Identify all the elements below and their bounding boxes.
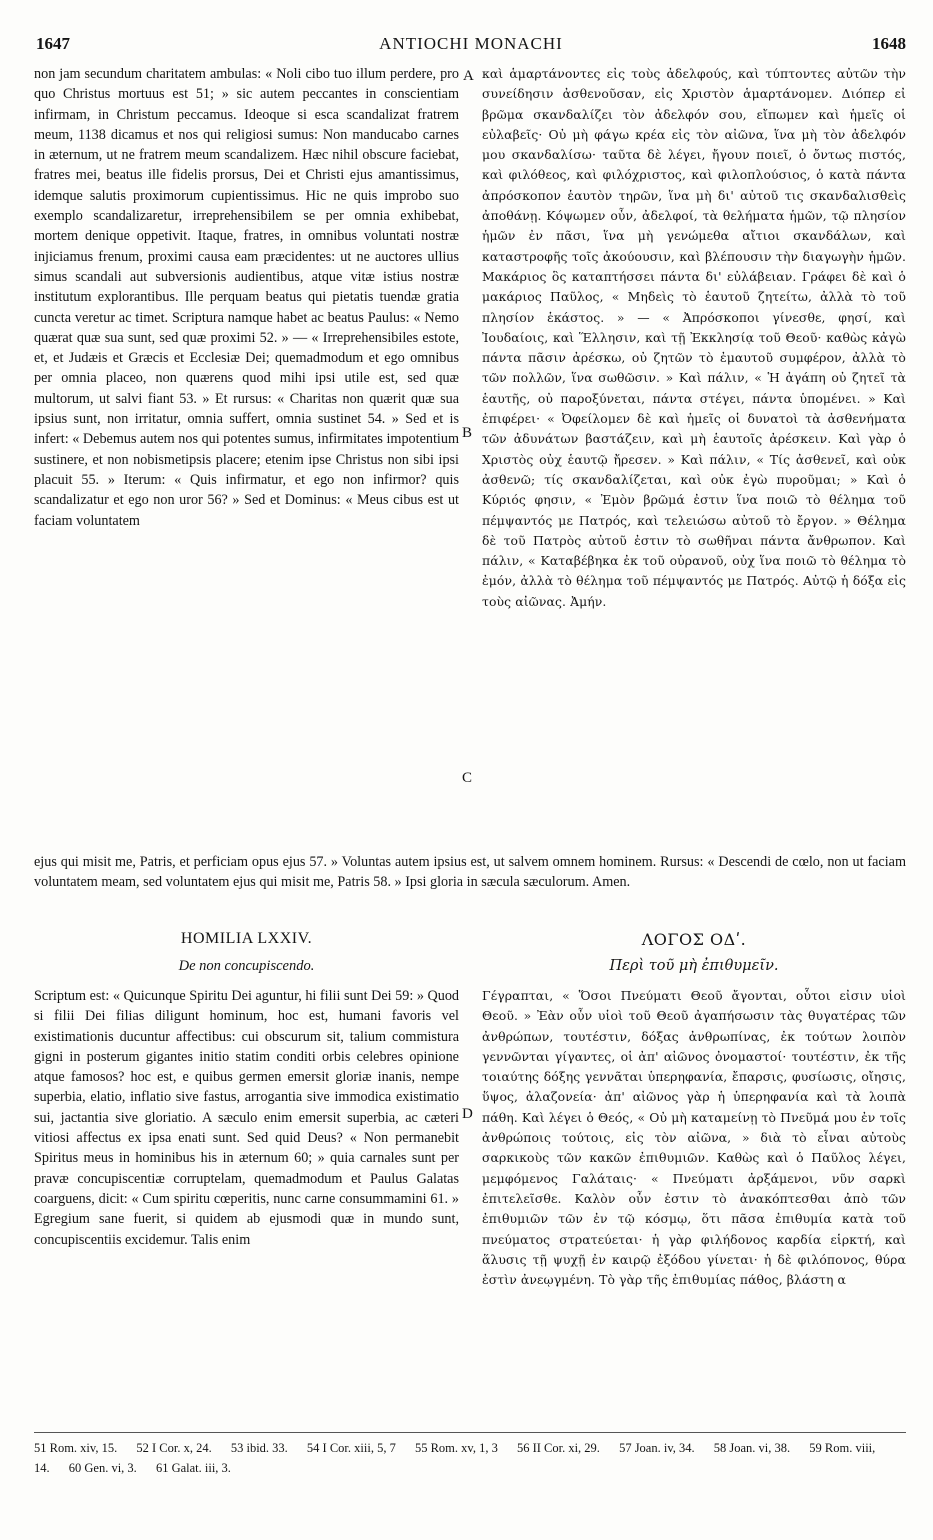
greek-paragraph-top: καὶ ἁμαρτάνοντες εἰς τοὺς ἀδελφούς, καὶ τύπτοντες αὐτῶν τὴν συνείδησιν ἀσθενοῦσαν, εἰς Χριστὸν ἁμαρτάνομεν. Διόπερ εἰ βρῶμα σκανδαλίζει τὸν ἀδελφόν σου, εἴπωμεν καὶ ἡμεῖς οἱ εὐλαβεῖς· Οὐ μὴ φάγω κρέα εἰς τὸν αἰῶνα, ἵνα μὴ τὸν ἀδελφόν μου σκανδαλίσω· ταῦτα δὲ λέγει, ἤγουν ποιεῖ, ὁ ὄντως πιστός, καὶ φιλόθεος, καὶ φιλόχριστος, καὶ φιλοπλούσιος, ὁ κατὰ πάντα ἀπρόσκοπον ἑαυτὸν τηρῶν, ἵνα μὴ δι' αὐτοῦ τις σκανδαλισθεὶς ἀποθάνῃ. Κόψωμεν οὖν, ἀδελφοί, τὰ θελήματα ἡμῶν, τῷ πλησίον ἡμῶν ἐν πᾶσι, ἵνα μὴ γενώμεθα αἴτιοι σκανδάλων, καὶ καταστροφῆς τοῖς ἀκούουσιν, καὶ βλέπουσιν τὴν διαγωγὴν ἡμῶν. Μακάριος ὃς καταπτήσσει πάντα δι' εὐλάβειαν. Γράφει δὲ καὶ ὁ μακάριος Παῦλος, « Μηδεὶς τὸ ἑαυτοῦ ζητείτω, ἀλλὰ τὸ τοῦ πλησίον ἑκάστος. » — « Ἀπρόσκοποι γίνεσθε, φησί, καὶ Ἰουδαίοις, καὶ Ἕλλησιν, καὶ τῇ Ἐκκλησίᾳ τοῦ Θεοῦ· καθὼς κἀγὼ πάντα πᾶσιν ἀρέσκω, οὐ ζητῶν τὸ ἐμαυτοῦ συμφέρον, ἀλλὰ τὸ τῶν πολλῶν, ἵνα σωθῶσιν. » Καὶ πάλιν, « Ἡ ἀγάπη οὐ ζητεῖ τὰ ἑαυτῆς, οὐ παροξύνεται, πάντα στέγει, πάντα ὑπομένει. » Καὶ ἐπιφέρει· « Ὀφείλομεν δὲ καὶ ἡμεῖς οἱ δυνατοὶ τὰ ἀσθενήματα τῶν ἀδυνάτων βαστάζειν, καὶ μὴ ἑαυτοῖς ἀρέσκειν. Καὶ γὰρ ὁ Χριστὸς οὐχ ἑαυτῷ ἤρεσεν. » Καὶ πάλιν, « Τίς ἀσθενεῖ, καὶ οὐκ ἀσθενῶ; τίς σκανδαλίζεται, καὶ οὐκ ἐγὼ πυροῦμαι; » Καὶ ὁ Κύριός φησιν, « Ἐμὸν βρῶμά ἐστιν ἵνα ποιῶ τὸ θέλημα τοῦ πέμψαντός με Πατρός, καὶ τελειώσω αὐτοῦ τὸ ἔργον. » Θέλημα δὲ τοῦ Πατρὸς αὐτοῦ ἐστιν τὸ σωθῆναι πάντα ἄνθρωπον. Καὶ πάλιν, « Καταβέβηκα ἐκ τοῦ οὐρανοῦ, οὐχ ἵνα ποιῶ τὸ θέλημα τὸ ἐμόν, ἀλλὰ τὸ θέλημα τοῦ πέμψαντός με Πατρός. Αὐτῷ ἡ δόξα εἰς τοὺς αἰῶνας. Ἀμήν. <box>482 66 906 609</box>
running-header <box>36 34 906 56</box>
greek-homily-title: ΛΟΓΟΣ ΟΔʹ. <box>641 930 747 949</box>
margin-letter-c: C <box>462 770 473 786</box>
footnotes <box>34 1438 906 1478</box>
latin-column-homily <box>34 986 459 1428</box>
margin-letter-b: B <box>462 425 473 441</box>
footnote: 51 Rom. xiv, 15. <box>34 1441 118 1455</box>
margin-letter-a: A <box>463 68 474 84</box>
latin-continuation: ejus qui misit me, Patris, et perficiam opus ejus 57. » Voluntas autem ipsius est, ut salvem omnem hominem. Rursus: « Descendi de cœlo, non ut faciam voluntatem meam, sed voluntatem ejus qui misit me, Patris 58. » Ipsi gloria in sæcula sæculorum. Amen. <box>34 854 906 891</box>
latin-paragraph-top: non jam secundum charitatem ambulas: « Noli cibo tuo illum perdere, pro quo Christus mortuus est 51; » sic autem peccantes in conscientiam infirmam, in Christum peccamus. Ideoque si esca scandalizat fratrem meum, 1138 dicamus et nos qui religiosi sumus: Non manducabo carnes in æternum, ut ne fratrem meum scandalizem. Hæc nihil obscure faciebat, fratres mei, beatus ille fidelis prorsus, Dei et Christi ejus amantissimus, idemque salutis proximorum cupientissimus. Hic ne quis improbo suo exemplo scandalizaretur, irreprehensibilem se per omnia exhibebat, mortem denique oppetivit. Itaque, fratres, in omnibus voluntati nostræ injiciamus frenum, proximi causa eam præcidentes: ut ne auctores ullius simus scandali aut subversionis audientibus, atque vitæ istius nostræ institutum explorantibus. Ille perquam beatus qui pietatis tuendæ gratia cuncta veretur ac timet. Scriptura namque habet ac beatus Paulus: « Nemo quærat quæ sua sunt, sed quæ proximi 52. » — « Irreprehensibiles estote, et, et Judæis et Græcis et Ecclesiæ Dei; quemadmodum et ego omnibus per omnia placeo, non quærens quod mihi ipsi utile est, sed quæ multorum, ut salvi fiant 53. » Et rursus: « Charitas non quærit quæ sua ipsius sunt, non irritatur, omnia suffert, omnia sustinet 54. » Sed et is infert: « Debemus autem nos qui potentes sumus, infirmitates impotentium sustinere, et non nobismetipsis placere; etenim ipse Christus non sibi ipsi placuit 55. » Iterum: « Quis infirmatur, et ego non infirmor? quis scandalizatur et ego non uror 56? » Sed et Dominus: « Meus cibus est ut faciam voluntatem <box>34 66 459 529</box>
footnote: 61 Galat. iii, 3. <box>155 1461 231 1475</box>
footnote: 57 Joan. iv, 34. <box>619 1441 695 1455</box>
greek-column-homily <box>482 986 906 1428</box>
footnote: 55 Rom. xv, 1, 3 <box>414 1441 498 1455</box>
greek-homily-subtitle: Περὶ τοῦ μὴ ἐπιθυμεῖν. <box>609 958 779 974</box>
footnote: 56 II Cor. xi, 29. <box>516 1441 600 1455</box>
running-title: ANTIOCHI MONACHI <box>379 34 563 53</box>
footnote: 53 ibid. 33. <box>230 1441 288 1455</box>
right-page-number: 1648 <box>872 34 906 53</box>
left-page-number: 1647 <box>36 34 70 53</box>
greek-paragraph-homily: Γέγραπται, « Ὅσοι Πνεύματι Θεοῦ ἄγονται, οὗτοι εἰσιν υἱοὶ Θεοῦ. » Ἐὰν οὖν υἱοὶ τοῦ Θεοῦ ἀγαπήσωσιν τὰς θυγατέρας τῶν ἀνθρώπων, τουτέστιν, δόξας ἀνθρωπίνας, ἐκ τούτων λοιπὸν γεννῶνται γίγαντες, οἱ ἀπ' αἰῶνος ὀνομαστοί· τουτέστιν, ἐκ τῆς τοιαύτης δόξης γεννᾶται ὑπερηφανία, ἔπαρσις, φυσίωσις, οἴησις, ὕψος, ἀλαζονεία· ἀπ' αἰῶνος γὰρ ἡ ὑπερηφανία καὶ τὰ λοιπὰ πάθη. Καὶ λέγει ὁ Θεός, « Οὐ μὴ καταμείνῃ τὸ Πνεῦμά μου ἐν τοῖς ἀνθρώποις τούτοις, εἰς τὸν αἰῶνα, » διὰ τὸ εἶναι αὐτοὺς σαρκικοὺς τῶν κακῶν ἐπιθυμιῶν. Καθὼς καὶ ὁ Παῦλος λέγει, μεμφόμενος Γαλάταις· « Πνεύματι ἀρξάμενοι, νῦν σαρκὶ ἐπιτελεῖσθε. Καλὸν οὖν ἐστιν τὸ ἀνακόπτεσθαι ἀπὸ τῶν ἐπιθυμιῶν τῶν ἐν τῷ κόσμῳ, ὅτι πᾶσα ἐπιθυμία κατὰ τοῦ πνεύματος στρατεύεται· ἡ γὰρ φιλήδονος καρδία εἱρκτή, καὶ ἅλυσις τῇ ψυχῇ ἐν καιρῷ ἐξόδου γίνεται· ἡ δὲ φιλόπονος, θύρα ἐστὶν ἀνεῳγμένη. Τὸ γὰρ τῆς ἐπιθυμίας πάθος, βλάστη α <box>482 988 906 1288</box>
latin-paragraph-homily: Scriptum est: « Quicunque Spiritu Dei aguntur, hi filii sunt Dei 59: » Quod si filii Dei filias diligunt hominum, hoc est, humani favoris vel existimationis ducuntur affectibus: cui obscurum sit, talium commistura gigni in posterum gigantes initio statim conditi orbis celebres opinione atque famosos? hoc est, e quibus germen emersit gloriæ inanis, nempe superbia, elatio, inflatio sive fastus, arrogantia sive immodica existimatio sui, jactantia sive gloriatio. A sæculo enim emersit superbia, ac cæteri vitiosi affectus ex ipsa enati sunt. Sed quid Deus? « Non permanebit Spiritus meus in hominibus his in æternum 60; » quia carnales sunt per pravæ concupiscentiæ corruptelam, quemadmodum et Paulus Galatas coarguens, dicit: « Cum spiritu cœperitis, nunc carne consummamini 61. » Egregium sane fuerit, si quidem ab ejusmodi quæ in mundo sunt, concupiscentiis excidemur. Talis enim <box>34 988 460 1248</box>
latin-column-top <box>34 64 459 852</box>
greek-column-top <box>482 64 906 852</box>
latin-homily-title: HOMILIA LXXIV. <box>180 930 313 947</box>
footnote-divider <box>34 1432 906 1433</box>
footnote: 58 Joan. vi, 38. <box>713 1441 791 1455</box>
footnote: 60 Gen. vi, 3. <box>68 1461 137 1475</box>
footnote: 59 Rom. viii, 14. <box>34 1441 876 1475</box>
latin-homily-subtitle: De non concupiscendo. <box>178 958 315 974</box>
margin-letter-d: D <box>462 1106 473 1122</box>
footnote: 54 I Cor. xiii, 5, 7 <box>306 1441 396 1455</box>
footnote: 52 I Cor. x, 24. <box>136 1441 212 1455</box>
